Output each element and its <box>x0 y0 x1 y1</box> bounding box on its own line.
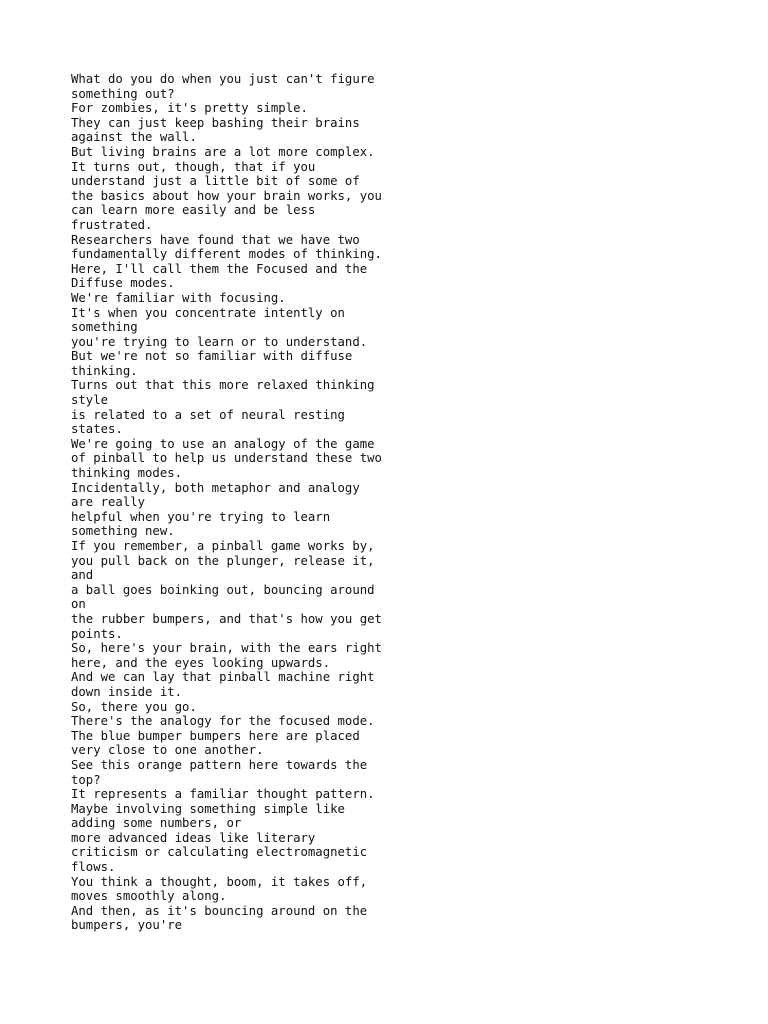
text-line: something <box>71 320 138 335</box>
text-line: points. <box>71 626 123 641</box>
text-line: We're going to use an analogy of the game <box>71 436 375 451</box>
text-line: frustrated. <box>71 217 153 232</box>
text-line: are really <box>71 495 146 510</box>
text-line: See this orange pattern here towards the <box>71 757 368 772</box>
text-line: So, here's your brain, with the ears right <box>71 641 382 656</box>
text-line: more advanced ideas like literary <box>71 830 316 845</box>
text-line: Here, I'll call them the Focused and the <box>71 261 368 276</box>
text-line: If you remember, a pinball game works by, <box>71 539 375 553</box>
text-line: against the wall. <box>71 130 197 145</box>
text-line: So, there you go. <box>71 699 197 714</box>
text-line: states. <box>71 422 123 437</box>
text-line: We're familiar with focusing. <box>71 290 286 305</box>
text-line: Maybe involving something simple like <box>71 801 345 816</box>
text-line: And then, as it's bouncing around on the <box>71 903 368 918</box>
text-line: You think a thought, boom, it takes off, <box>71 874 368 889</box>
text-line: bumpers, you're <box>71 918 183 933</box>
text-line: It turns out, though, that if you <box>71 159 316 174</box>
text-line: fundamentally different modes of thinking. <box>71 247 382 262</box>
text-line: There's the analogy for the focused mode. <box>71 714 375 729</box>
text-line: of pinball to help us understand these two <box>71 451 382 466</box>
text-line: They can just keep bashing their brains <box>71 115 360 130</box>
text-line: thinking modes. <box>71 466 183 481</box>
text-line: you pull back on the plunger, release it, <box>71 553 375 568</box>
text-line: Diffuse modes. <box>71 276 175 291</box>
text-line: can learn more easily and be less <box>71 203 316 218</box>
text-line: a ball goes boinking out, bouncing around <box>71 582 375 597</box>
text-line: What do you do when you just can't figure <box>71 72 375 86</box>
text-line: on <box>71 597 86 612</box>
text-line: It's when you concentrate intently on <box>71 305 345 320</box>
text-line: top? <box>71 772 101 787</box>
text-line: But we're not so familiar with diffuse <box>71 349 353 364</box>
text-line: Incidentally, both metaphor and analogy <box>71 480 360 495</box>
text-line: adding some numbers, or <box>71 816 242 831</box>
text-line: It represents a familiar thought pattern. <box>71 787 375 802</box>
text-line: something out? <box>71 86 175 101</box>
text-line: the rubber bumpers, and that's how you get <box>71 611 382 626</box>
text-line: you're trying to learn or to understand. <box>71 334 368 349</box>
text-line: helpful when you're trying to learn <box>71 509 331 524</box>
text-line: and <box>71 568 94 583</box>
text-line: Turns out that this more relaxed thinking <box>71 378 375 393</box>
text-line: is related to a set of neural resting <box>71 407 345 422</box>
text-line: thinking. <box>71 363 138 378</box>
text-line: For zombies, it's pretty simple. <box>71 101 308 116</box>
document-page <box>71 72 731 933</box>
text-line: But living brains are a lot more complex. <box>71 144 375 159</box>
text-line: Researchers have found that we have two <box>71 232 360 247</box>
text-line: something new. <box>71 524 175 539</box>
text-line: here, and the eyes looking upwards. <box>71 655 331 670</box>
text-line: And we can lay that pinball machine right <box>71 670 375 685</box>
text-line: moves smoothly along. <box>71 889 227 904</box>
text-line: flows. <box>71 860 116 875</box>
text-line: down inside it. <box>71 684 183 699</box>
text-line: style <box>71 393 109 408</box>
text-line: the basics about how your brain works, you <box>71 188 382 203</box>
text-line: criticism or calculating electromagnetic <box>71 845 368 860</box>
text-line: very close to one another. <box>71 743 264 758</box>
text-line: The blue bumper bumpers here are placed <box>71 728 360 743</box>
text-line: understand just a little bit of some of <box>71 174 360 189</box>
